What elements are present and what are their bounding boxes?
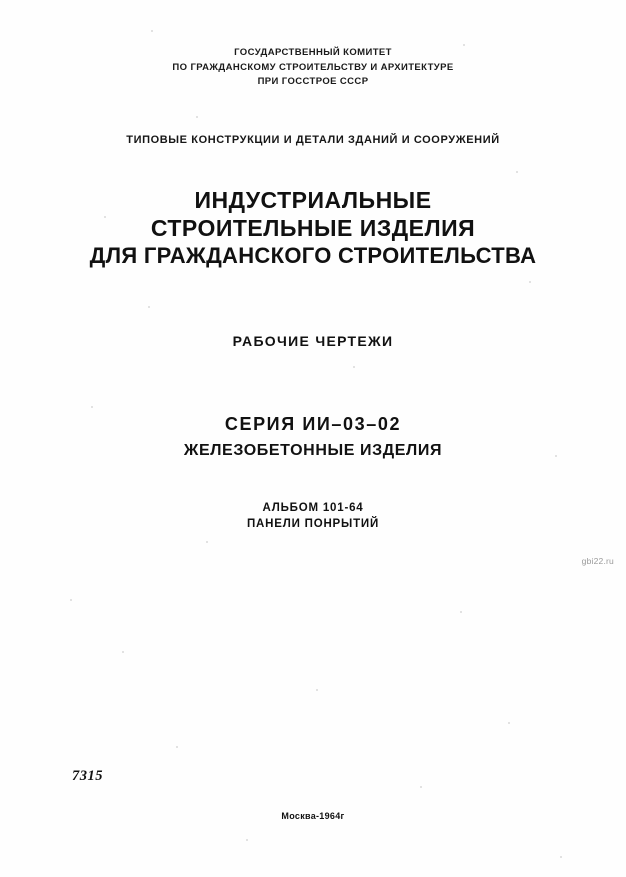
paper-speck: [196, 116, 198, 118]
paper-speck: [246, 839, 248, 841]
series-number: СЕРИЯ ИИ–03–02: [224, 414, 402, 434]
paper-speck: [122, 651, 124, 653]
paper-speck: [420, 786, 422, 788]
page-title: [0, 186, 626, 270]
paper-speck: [206, 541, 208, 543]
paper-speck: [460, 611, 462, 613]
paper-speck: [148, 306, 150, 308]
issuing-authority-line-1: ГОСУДАРСТВЕННЫЙ КОМИТЕТ: [234, 47, 392, 58]
paper-speck: [508, 722, 510, 724]
series-kind: ЖЕЛЕЗОБЕТОННЫЕ ИЗДЕЛИЯ: [183, 442, 443, 459]
paper-speck: [516, 171, 518, 173]
paper-speck: [560, 856, 562, 858]
imprint: Москва-1964г: [281, 811, 345, 821]
paper-speck: [91, 406, 93, 408]
album-subject: ПАНЕЛИ ПОНРЫТИЙ: [246, 518, 380, 530]
issuing-authority: [0, 46, 626, 90]
inventory-stamp-number: 7315: [72, 768, 103, 784]
paper-speck: [529, 281, 531, 283]
page-title-line-1: ИНДУСТРИАЛЬНЫЕ: [194, 187, 432, 213]
paper-speck: [316, 689, 318, 691]
paper-speck: [176, 746, 178, 748]
album-number: АЛЬБОМ 101-64: [262, 502, 364, 514]
issuing-authority-line-2: ПО ГРАЖДАНСКОМУ СТРОИТЕЛЬСТВУ И АРХИТЕКТУРЕ: [172, 61, 454, 73]
page-title-line-3: ДЛЯ ГРАЖДАНСКОГО СТРОИТЕЛЬСТВА: [89, 243, 537, 268]
paper-speck: [353, 366, 355, 368]
series-subtitle: ТИПОВЫЕ КОНСТРУКЦИИ И ДЕТАЛИ ЗДАНИЙ И СООРУЖЕНИЙ: [126, 134, 500, 146]
issuing-authority-line-3: ПРИ ГОССТРОЕ СССР: [257, 76, 369, 87]
watermark-text: gbi22.ru: [581, 556, 614, 566]
paper-speck: [70, 599, 72, 601]
working-drawings-label: РАБОЧИЕ ЧЕРТЕЖИ: [232, 333, 394, 349]
album-info: [0, 500, 626, 532]
paper-speck: [151, 30, 153, 32]
page-title-line-2: СТРОИТЕЛЬНЫЕ ИЗДЕЛИЯ: [150, 215, 476, 241]
